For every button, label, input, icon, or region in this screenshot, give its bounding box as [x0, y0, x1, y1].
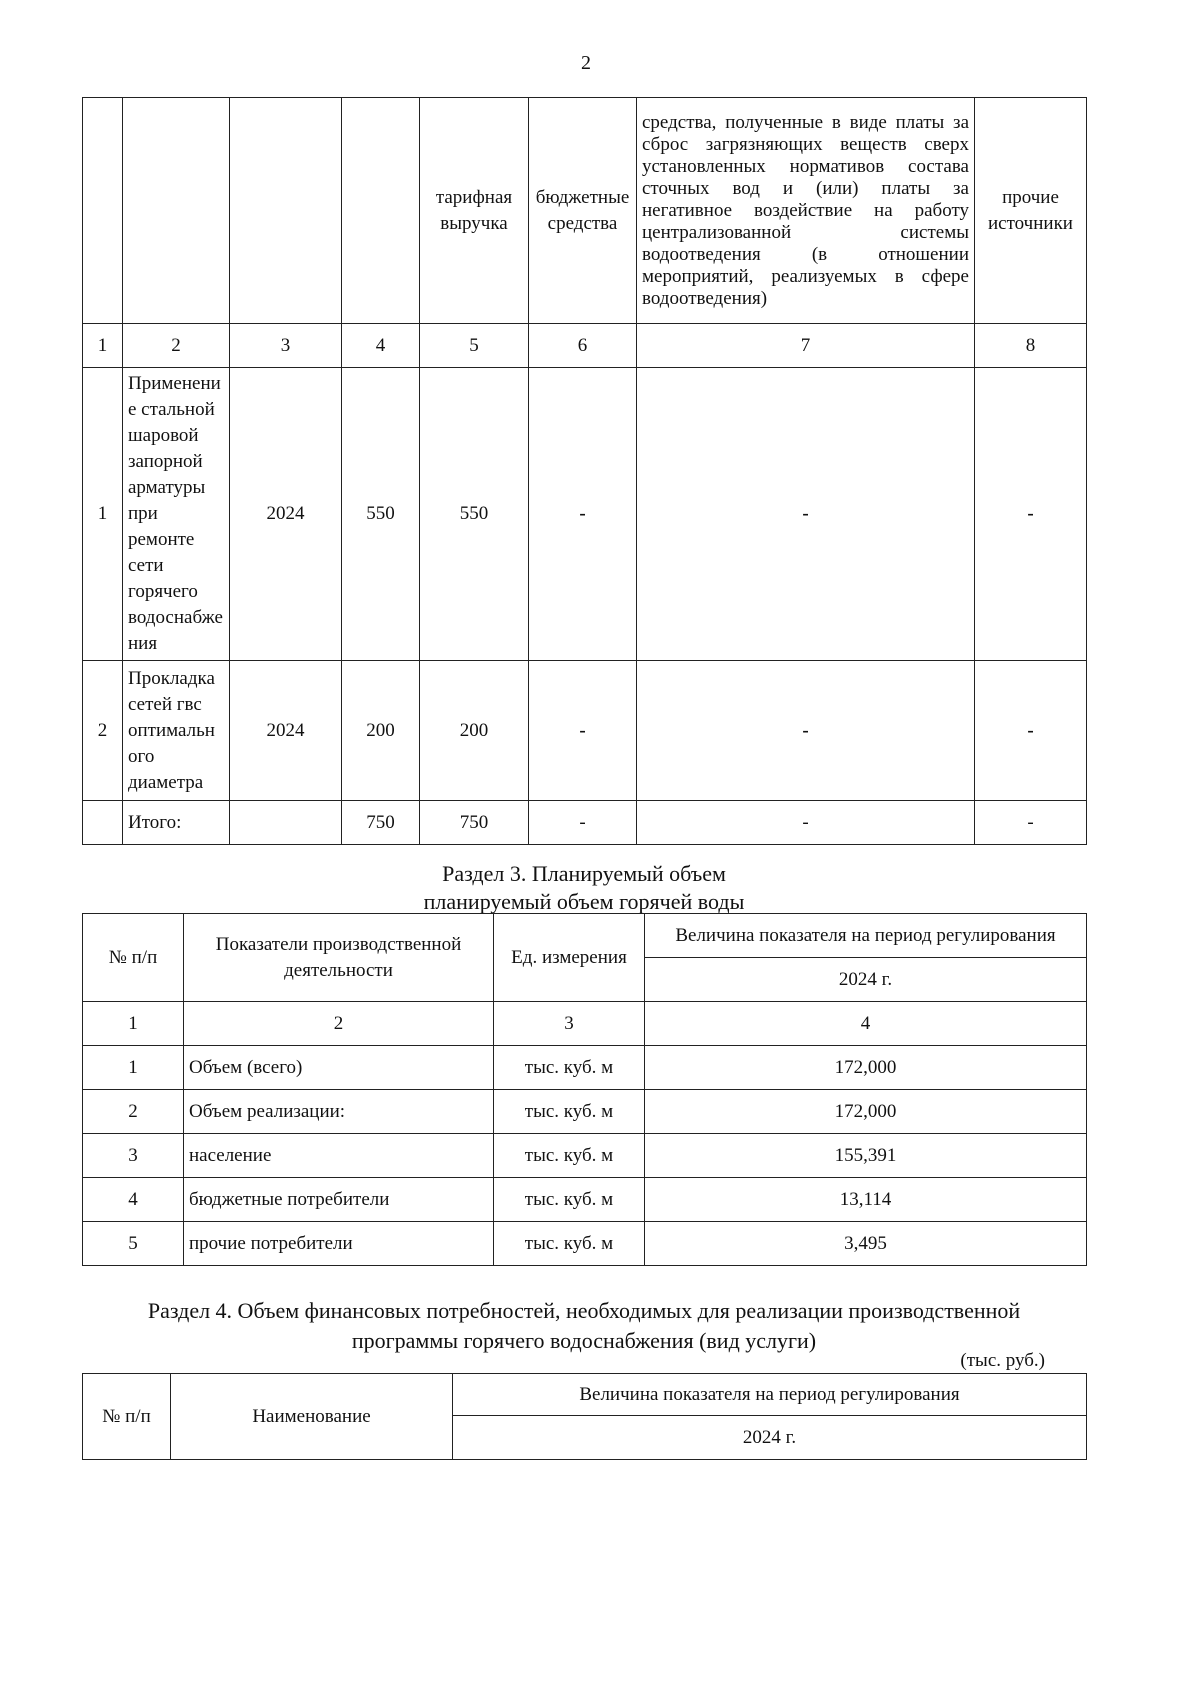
row-number: 1 — [83, 368, 123, 661]
header-name: Наименование — [171, 1374, 453, 1460]
table-header-row — [83, 914, 1087, 958]
header-value: Величина показателя на период регулирования — [645, 914, 1087, 958]
volume-table — [82, 913, 1087, 1266]
header-value: Величина показателя на период регулирования — [453, 1374, 1087, 1416]
header-unit: Ед. измерения — [494, 914, 645, 1002]
row-number: 2 — [83, 661, 123, 801]
row-number — [83, 801, 123, 845]
col-number: 4 — [342, 324, 420, 368]
measure-name: Прокладка сетей гвс оптимальн ого диаметра — [123, 661, 230, 801]
col-number: 1 — [83, 1002, 184, 1046]
indicator-name: Объем реализации: — [184, 1090, 494, 1134]
table-row — [83, 1178, 1087, 1222]
total-cell: 200 — [342, 661, 420, 801]
header-indicator: Показатели производственной деятельности — [184, 914, 494, 1002]
column-number-row — [83, 1002, 1087, 1046]
value-cell: 13,114 — [645, 1178, 1087, 1222]
other-cell: - — [975, 368, 1087, 661]
unit-cell: тыс. куб. м — [494, 1046, 645, 1090]
col-number: 2 — [184, 1002, 494, 1046]
value-cell: 172,000 — [645, 1090, 1087, 1134]
fees-cell: - — [637, 801, 975, 845]
value-cell: 172,000 — [645, 1046, 1087, 1090]
section3-title-line2: планируемый объем горячей воды — [423, 889, 745, 914]
unit-cell: тыс. куб. м — [494, 1134, 645, 1178]
unit-cell: тыс. куб. м — [494, 1178, 645, 1222]
other-cell: - — [975, 661, 1087, 801]
section4-title-line1: Раздел 4. Объем финансовых потребностей, необходимых для реализации производственной — [147, 1298, 1021, 1323]
col-number: 5 — [420, 324, 529, 368]
unit-cell: тыс. куб. м — [494, 1090, 645, 1134]
page-number: 2 — [581, 52, 591, 74]
total-cell: 750 — [342, 801, 420, 845]
table-row — [83, 661, 1087, 801]
budget-cell: - — [529, 368, 637, 661]
unit-note: (тыс. руб.) — [960, 1350, 1045, 1371]
row-number: 5 — [83, 1222, 184, 1266]
year-cell: 2024 — [230, 661, 342, 801]
fees-cell: - — [637, 368, 975, 661]
total-label: Итого: — [123, 801, 230, 845]
indicator-name: население — [184, 1134, 494, 1178]
header-num: № п/п — [83, 914, 184, 1002]
header-cell-empty — [342, 98, 420, 324]
measure-name: Применени е стальной шаровой запорной арматуры при ремонте сети горячего водоснабже ния — [123, 368, 230, 661]
tariff-cell: 750 — [420, 801, 529, 845]
investment-table — [82, 97, 1087, 845]
year-cell: 2024 — [230, 368, 342, 661]
col-number: 1 — [83, 324, 123, 368]
budget-cell: - — [529, 801, 637, 845]
row-number: 3 — [83, 1134, 184, 1178]
column-number-row — [83, 324, 1087, 368]
header-num: № п/п — [83, 1374, 171, 1460]
tariff-cell: 550 — [420, 368, 529, 661]
indicator-name: Объем (всего) — [184, 1046, 494, 1090]
header-year: 2024 г. — [453, 1416, 1087, 1460]
year-cell — [230, 801, 342, 845]
tariff-cell: 200 — [420, 661, 529, 801]
finance-table — [82, 1373, 1087, 1460]
col-number: 7 — [637, 324, 975, 368]
other-cell: - — [975, 801, 1087, 845]
section4-title-line2: программы горячего водоснабжения (вид услуги) — [351, 1328, 817, 1353]
fees-cell: - — [637, 661, 975, 801]
unit-cell: тыс. куб. м — [494, 1222, 645, 1266]
table-row — [83, 368, 1087, 661]
table-row — [83, 1222, 1087, 1266]
row-number: 4 — [83, 1178, 184, 1222]
header-cell-empty — [123, 98, 230, 324]
total-row — [83, 801, 1087, 845]
budget-cell: - — [529, 661, 637, 801]
header-fees: средства, полученные в виде платы за сброс загрязняющих веществ сверх установленных нормативов состава сточных вод и (или) платы за негативное воздействие на работу централизованной системы водоотведения (в отношении мероприятий, реализуемых в сфере водоотведения) — [637, 98, 975, 324]
row-number: 2 — [83, 1090, 184, 1134]
header-tariff: тарифная выручка — [420, 98, 529, 324]
col-number: 6 — [529, 324, 637, 368]
value-cell: 155,391 — [645, 1134, 1087, 1178]
section3-title — [82, 860, 1086, 916]
section4-title — [82, 1296, 1086, 1356]
total-cell: 550 — [342, 368, 420, 661]
table-row — [83, 1090, 1087, 1134]
header-other: прочие источники — [975, 98, 1087, 324]
table-row — [83, 1134, 1087, 1178]
section3-title-line1: Раздел 3. Планируемый объем — [442, 861, 726, 886]
header-year: 2024 г. — [645, 958, 1087, 1002]
col-number: 3 — [494, 1002, 645, 1046]
col-number: 4 — [645, 1002, 1087, 1046]
row-number: 1 — [83, 1046, 184, 1090]
col-number: 8 — [975, 324, 1087, 368]
table-header-row — [83, 98, 1087, 324]
table-header-row — [83, 1374, 1087, 1416]
col-number: 3 — [230, 324, 342, 368]
indicator-name: бюджетные потребители — [184, 1178, 494, 1222]
indicator-name: прочие потребители — [184, 1222, 494, 1266]
header-cell-empty — [230, 98, 342, 324]
value-cell: 3,495 — [645, 1222, 1087, 1266]
table-row — [83, 1046, 1087, 1090]
header-budget: бюджетные средства — [529, 98, 637, 324]
col-number: 2 — [123, 324, 230, 368]
header-cell-empty — [83, 98, 123, 324]
